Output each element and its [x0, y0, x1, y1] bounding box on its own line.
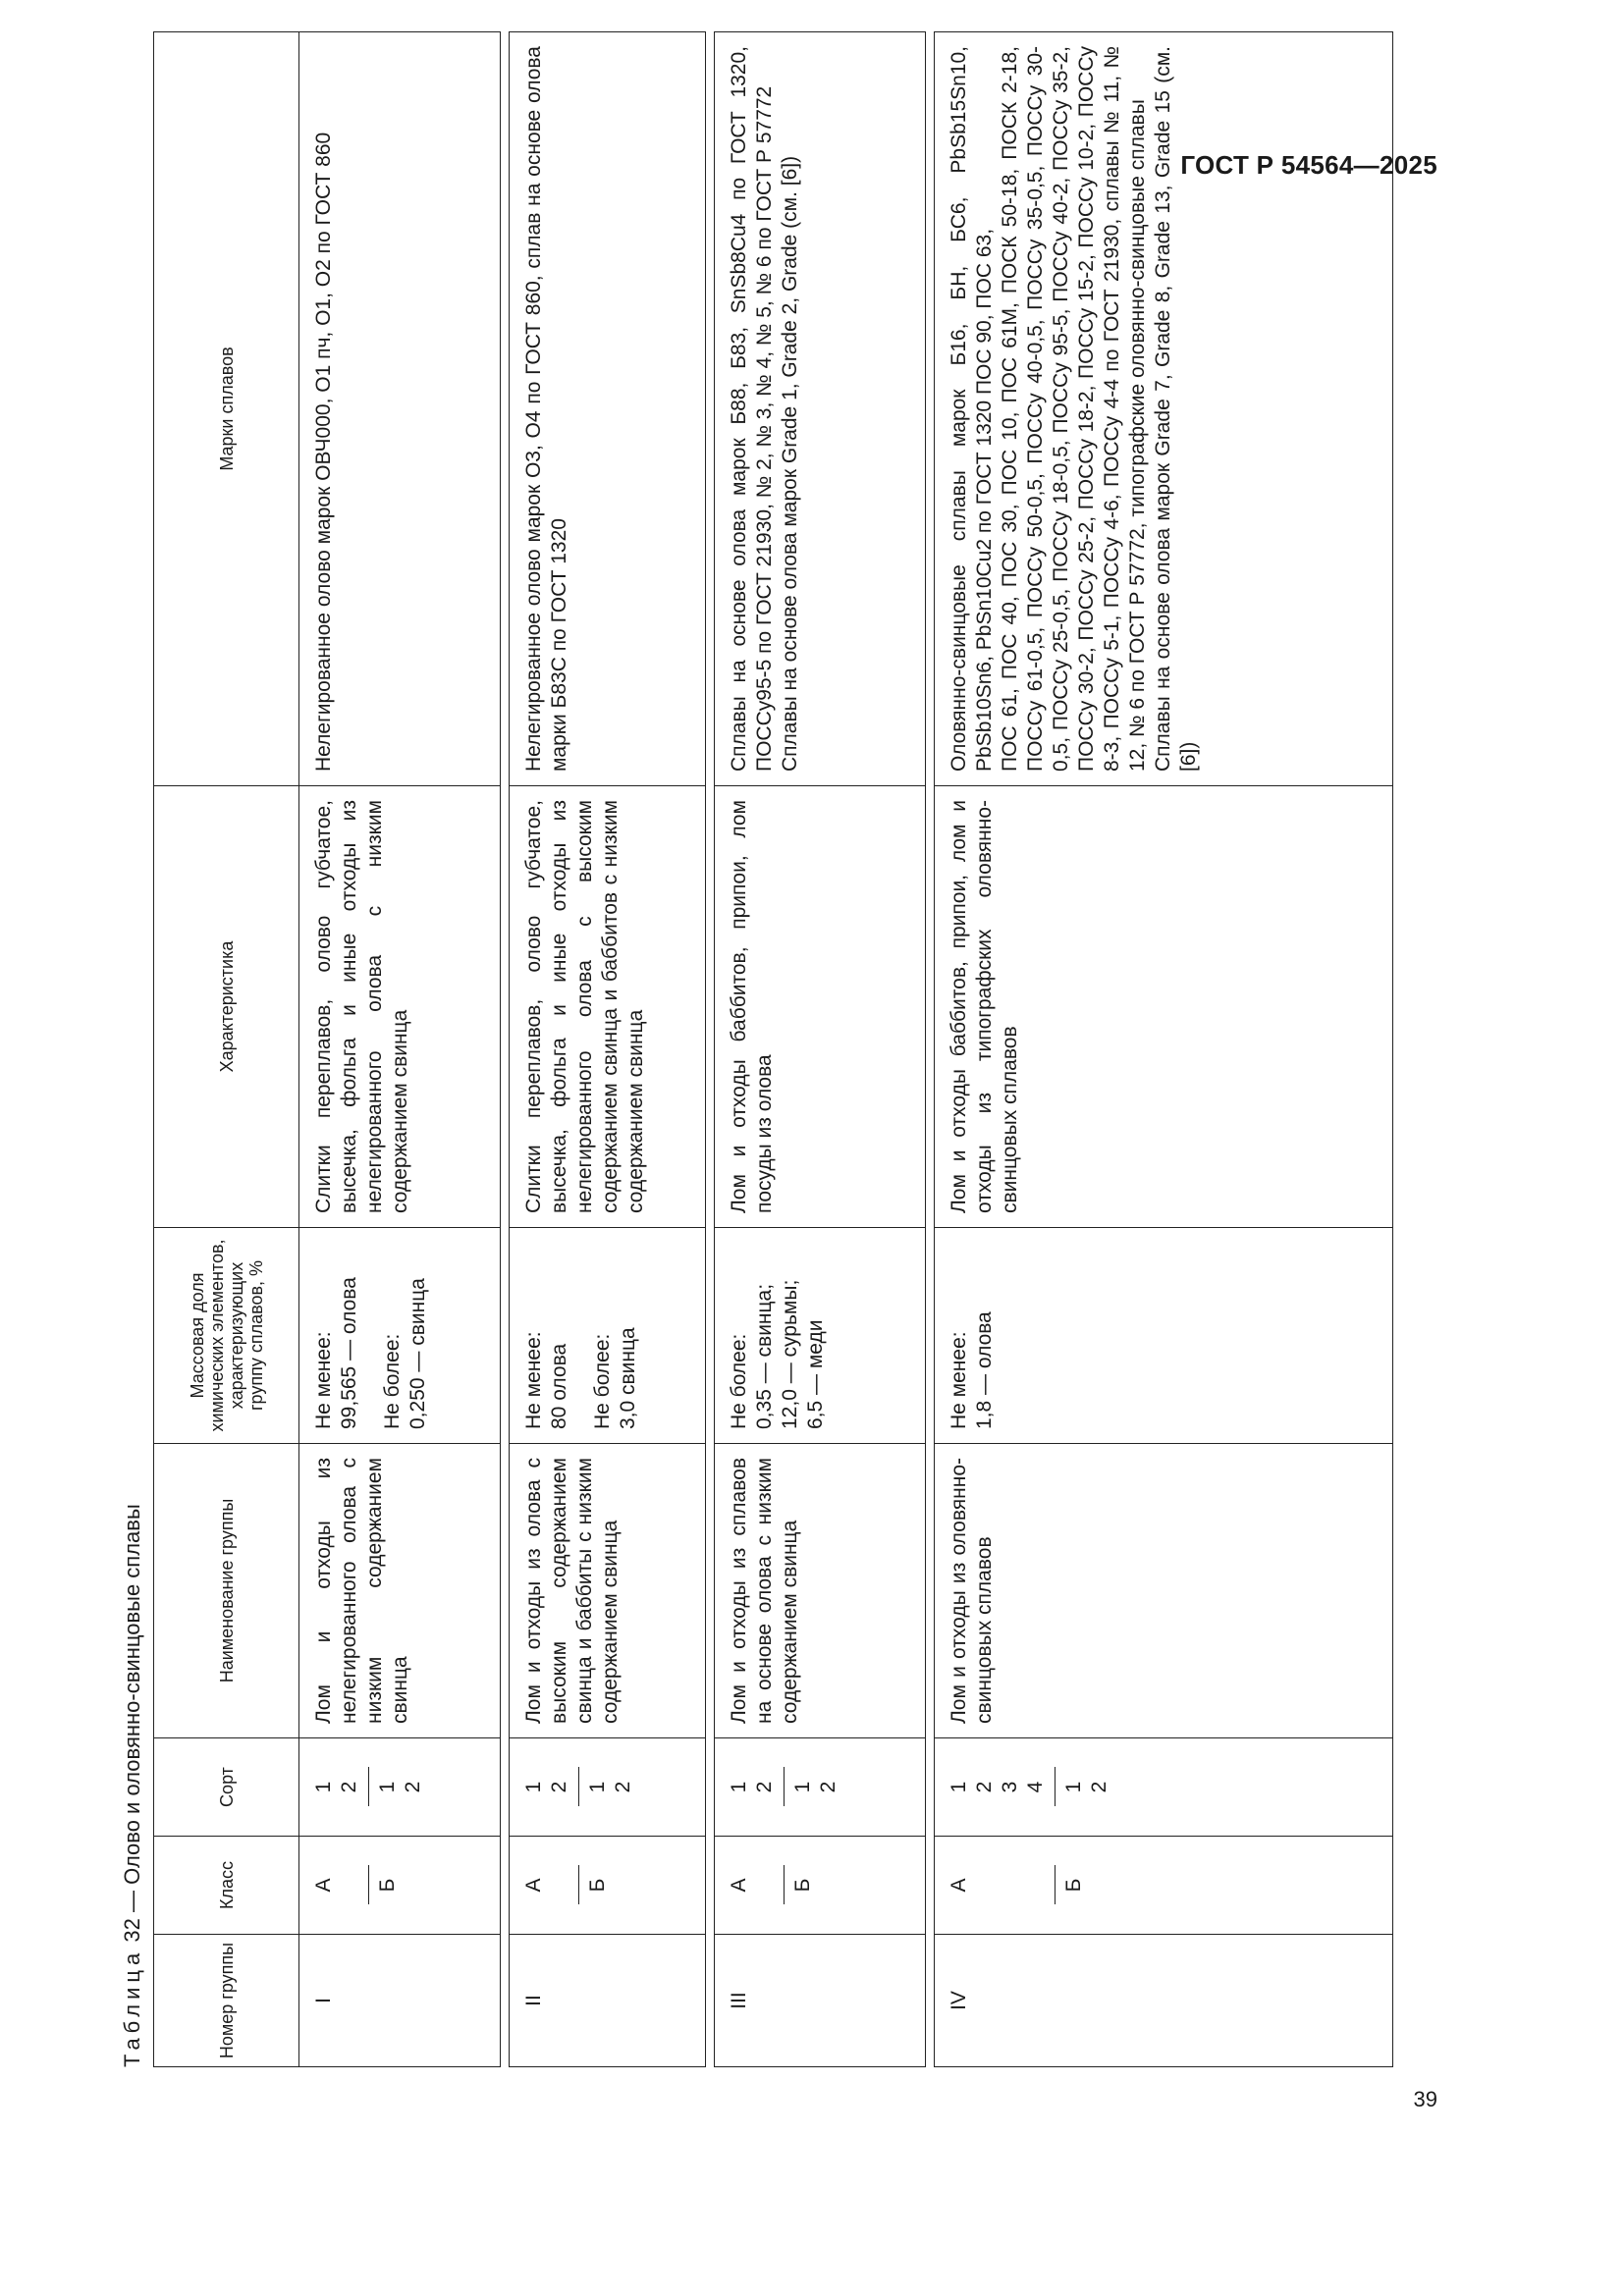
mass-fraction — [299, 1228, 501, 1444]
characteristic: Лом и отходы баббитов, припои, лом посуды из олова — [715, 786, 926, 1228]
sort-value: 4 — [1024, 1781, 1047, 1793]
table-row — [935, 32, 1393, 2067]
class-a: А — [522, 1878, 545, 1893]
class-a: А — [947, 1878, 970, 1893]
grades-line: ПОС 61, ПОС 40, ПОС 30, ПОС 10, ПОС 61М, ПОСК 50-18, ПОСК 2-18, ПОССу 61-0,5, ПОССу 50-0,5, ПОССу 40-0,5, ПОССу 35-0,5, ПОССу 30-0,5, ПОССу 25-0,5, ПОССу 18-0,5, ПОССу 95-5, ПОССу 40-2, ПОССу 35-2, ПОССу 30-2, ПОССу 25-2, ПОССу 18-2, ПОССу 15-2, ПОССу 10-2, ПОССу 8-3, ПОССу 5-1, ПОССу 4-6, ПОССу 4-4 по ГОСТ 21930, сплавы № 11, № 12, № 6 по ГОСТ Р 57772, типографские оловянно-свинцовые сплавы — [999, 46, 1149, 772]
mass-label: Не более: — [591, 1333, 614, 1429]
sort-value: 1 — [728, 1781, 750, 1793]
alloys-table — [153, 31, 1393, 2067]
alloy-grades — [510, 32, 706, 786]
mass-value: 0,35 — свинца; — [753, 1283, 776, 1429]
group-number: IV — [935, 1935, 1393, 2067]
class-cell — [299, 1837, 501, 1935]
grades-line: Сплавы на основе олова марок Б88, Б83, SnSb8Cu4 по ГОСТ 1320, ПОССу95-5 по ГОСТ 21930, № 2, № 3, № 4, № 5, № 6 по ГОСТ Р 57772 — [728, 46, 776, 772]
mass-label: Не менее: — [522, 1331, 545, 1429]
header-alloy-grades: Марки сплавов — [154, 32, 299, 786]
sort-value: 1 — [312, 1781, 335, 1793]
class-a: А — [312, 1878, 335, 1893]
sort-value: 1 — [791, 1781, 814, 1793]
mass-value: 6,5 — меди — [804, 1319, 827, 1429]
mass-value: 12,0 — сурьмы; — [779, 1279, 801, 1429]
mass-fraction — [510, 1228, 706, 1444]
mass-label: Не более: — [381, 1333, 404, 1429]
mass-value: 80 олова — [548, 1343, 570, 1429]
sort-value: 2 — [1088, 1781, 1110, 1793]
sort-cell — [510, 1738, 706, 1837]
class-b: Б — [376, 1878, 399, 1893]
alloy-grades — [935, 32, 1393, 786]
table-caption-text: 32 — Олово и оловянно-свинцовые сплавы — [120, 1504, 144, 1949]
group-number: I — [299, 1935, 501, 2067]
sort-value: 2 — [402, 1781, 424, 1793]
mass-value: 0,250 — свинца — [406, 1278, 429, 1429]
header-characteristic: Характеристика — [154, 786, 299, 1228]
grades-line: Нелегированное олово марок ОВЧ000, О1 пч, О1, О2 по ГОСТ 860 — [312, 132, 335, 772]
mass-label: Не более: — [728, 1333, 750, 1429]
header-sort: Сорт — [154, 1738, 299, 1837]
characteristic: Лом и отходы баббитов, припои, лом и отходы из типографских оловянно-свинцовых сплавов — [935, 786, 1393, 1228]
grades-line: Сплавы на основе олова марок Grade 7, Grade 8, Grade 13, Grade 15 (см. [6]) — [1152, 46, 1200, 772]
group-number: II — [510, 1935, 706, 2067]
sort-cell — [715, 1738, 926, 1837]
header-mass-fraction: Массовая доля химических элементов, характеризующих группу сплавов, % — [154, 1228, 299, 1444]
sort-value: 3 — [999, 1781, 1021, 1793]
class-a: А — [728, 1878, 750, 1893]
characteristic: Слитки переплавов, олово губчатое, высечка, фольга и иные отходы из нелегированного олова с низким содержанием свинца — [299, 786, 501, 1228]
sort-cell — [935, 1738, 1393, 1837]
sort-value: 1 — [1062, 1781, 1085, 1793]
sort-value: 2 — [338, 1781, 360, 1793]
sort-value: 2 — [973, 1781, 996, 1793]
table-caption — [113, 1504, 152, 2067]
group-name: Лом и отходы из оловянно-свинцовых сплавов — [935, 1444, 1393, 1738]
header-group-name: Наименование группы — [154, 1444, 299, 1738]
rotated-table-container — [113, 32, 1393, 2067]
mass-value: 99,565 — олова — [338, 1277, 360, 1429]
sort-value: 2 — [817, 1781, 839, 1793]
class-b: Б — [1062, 1878, 1085, 1893]
header-group-number: Номер группы — [154, 1935, 299, 2067]
table-header-row — [154, 32, 299, 2067]
sort-value: 1 — [376, 1781, 399, 1793]
class-b: Б — [791, 1878, 814, 1893]
group-name: Лом и отходы из сплавов на основе олова с низким содержанием свинца — [715, 1444, 926, 1738]
grades-line: Оловянно-свинцовые сплавы марок Б16, БН, БС6, PbSb15Sn10, PbSb10Sn6, PbSn10Cu2 по ГОСТ 1320 ПОС 90, ПОС 63, — [947, 46, 996, 772]
mass-value: 1,8 — олова — [973, 1311, 996, 1429]
sort-value: 1 — [586, 1781, 609, 1793]
table-caption-prefix: Таблица — [120, 1948, 144, 2067]
sort-value: 2 — [548, 1781, 570, 1793]
page-number: 39 — [1413, 2087, 1437, 2111]
sort-value: 1 — [522, 1781, 545, 1793]
mass-label: Не менее: — [312, 1331, 335, 1429]
alloy-grades — [299, 32, 501, 786]
mass-label: Не менее: — [947, 1331, 970, 1429]
table-row — [715, 32, 926, 2067]
class-cell — [715, 1837, 926, 1935]
mass-fraction — [935, 1228, 1393, 1444]
document-header: ГОСТ Р 54564—2025 — [1180, 150, 1437, 180]
class-b: Б — [586, 1878, 609, 1893]
grades-line: Нелегированное олово марок О3, О4 по ГОСТ 860, сплав на основе олова марки Б83С по ГОСТ 1320 — [522, 46, 570, 772]
group-name: Лом и отходы из олова с высоким содержанием свинца и баббиты с низким содержанием свинца — [510, 1444, 706, 1738]
group-name: Лом и отходы из нелегированного олова с низким содержанием свинца — [299, 1444, 501, 1738]
sort-value: 1 — [947, 1781, 970, 1793]
mass-value: 3,0 свинца — [617, 1327, 639, 1429]
characteristic: Слитки переплавов, олово губчатое, высечка, фольга и иные отходы из нелегированного олова с высоким содержанием свинца и баббитов с низким содержанием свинца — [510, 786, 706, 1228]
class-cell — [510, 1837, 706, 1935]
class-cell — [935, 1837, 1393, 1935]
group-number: III — [715, 1935, 926, 2067]
mass-fraction — [715, 1228, 926, 1444]
table-row — [299, 32, 501, 2067]
header-class: Класс — [154, 1837, 299, 1935]
table-row — [510, 32, 706, 2067]
alloy-grades — [715, 32, 926, 786]
sort-value: 2 — [753, 1781, 776, 1793]
sort-value: 2 — [612, 1781, 634, 1793]
grades-line: Сплавы на основе олова марок Grade 1, Grade 2, Grade (см. [6]) — [779, 155, 801, 772]
sort-cell — [299, 1738, 501, 1837]
